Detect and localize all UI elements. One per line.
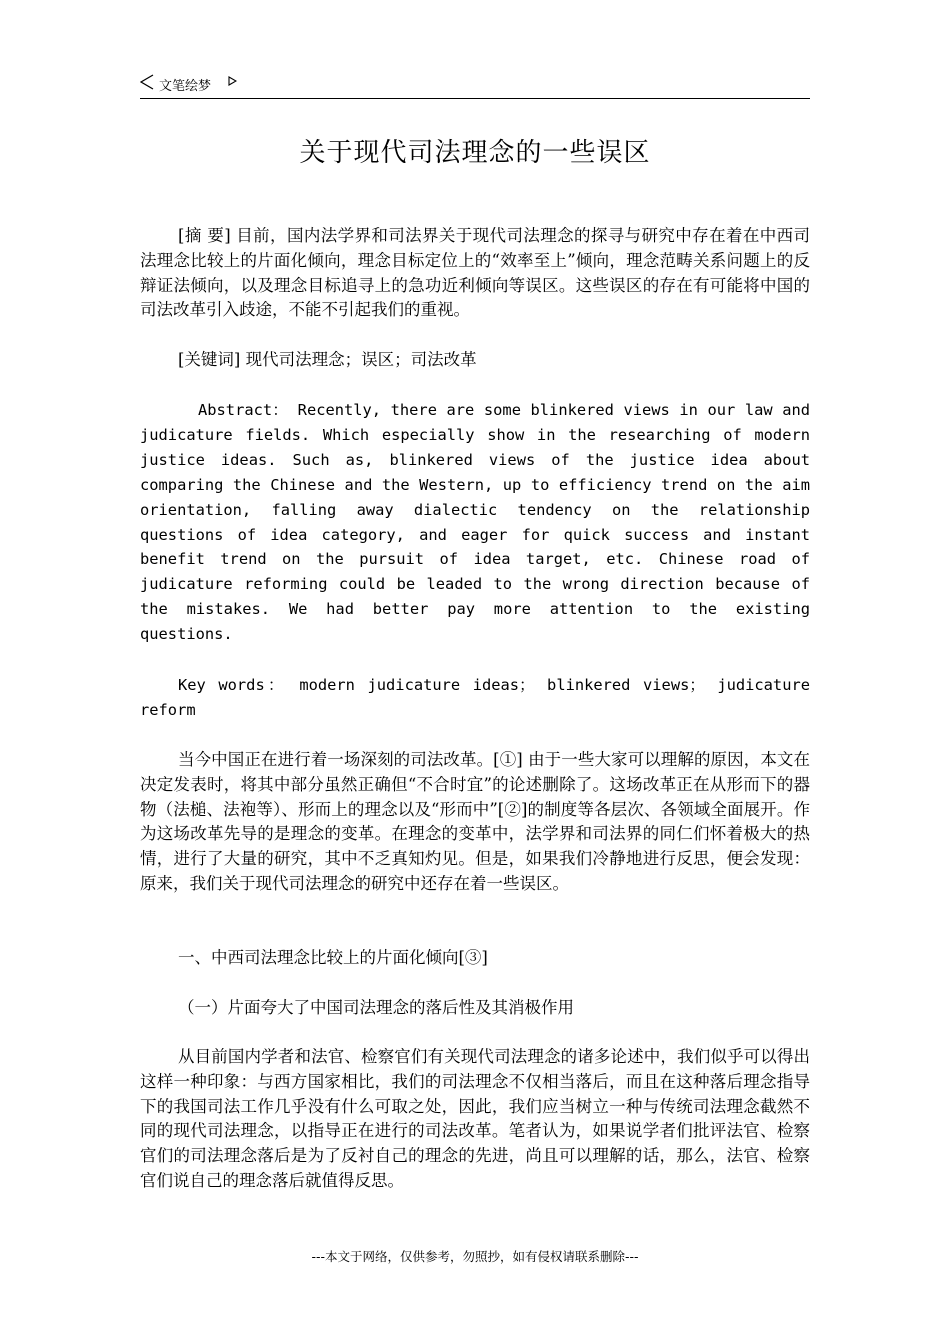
abstract-en: Abstract： Recently, there are some blinkered views in our law and judicature fields. Which especially show in the researching of modern justice ideas. Such as, blinkered views of the justice idea about comparing the Chinese and the Western, up to efficiency trend on the aim orientation, falling away dialectic tendency on the relationship questions of idea category, and eager for quick success and instant benefit trend on the pursuit of idea target, etc. Chinese road of judicature reforming could be leaded to the wrong direction because of the mistakes. We had better pay more attention to the existing questions. xyxy=(140,401,810,644)
section-heading-1: 一、中西司法理念比较上的片面化倾向[③] xyxy=(178,948,488,967)
header-brand: 文笔绘梦 xyxy=(159,79,212,94)
document-title: 关于现代司法理念的一些误区 xyxy=(299,138,651,168)
body-paragraph-1: 从目前国内学者和法官、检察官们有关现代司法理念的诸多论述中，我们似乎可以得出这样一种印象：与西方国家相比，我们的司法理念不仅相当落后，而且在这种落后理念指导下的我国司法工作几乎没有什么可取之处，因此，我们应当树立一种与传统司法理念截然不同的现代司法理念，以指导正在进行的司法改革。笔者认为，如果说学者们批评法官、检察官们的司法理念落后是为了反衬自己的理念的先进，尚且可以理解的话，那么，法官、检察官们说自己的理念落后就值得反思。 xyxy=(140,1047,810,1190)
triangle-left-icon xyxy=(140,74,154,90)
triangle-right-icon xyxy=(228,76,237,86)
abstract-cn: [摘 要] 目前，国内法学界和司法界关于现代司法理念的探寻与研究中存在着在中西司法理念比较上的片面化倾向，理念目标定位上的“效率至上”倾向，理念范畴关系问题上的反辩证法倾向，以及理念目标追寻上的急功近利倾向等误区。这些误区的存在有可能将中国的司法改革引入歧途，不能不引起我们的重视。 xyxy=(140,226,810,320)
keywords-cn: [关键词] 现代司法理念；误区；司法改革 xyxy=(178,350,477,369)
page-header xyxy=(140,72,810,99)
page-footer: ---本文于网络，仅供参考，勿照抄，如有侵权请联系删除--- xyxy=(311,1249,639,1264)
subsection-heading-1: （一）片面夸大了中国司法理念的落后性及其消极作用 xyxy=(178,998,574,1017)
keywords-en: Key words： modern judicature ideas； blinkered views； judicature reform xyxy=(140,676,810,719)
intro-paragraph: 当今中国正在进行着一场深刻的司法改革。[①] 由于一些大家可以理解的原因，本文在决定发表时，将其中部分虽然正确但“不合时宜”的论述删除了。这场改革正在从形而下的器物（法槌、法袍等）、形而上的理念以及“形而中”[②]的制度等各层次、各领域全面展开。作为这场改革先导的是理念的变革。在理念的变革中，法学界和司法界的同仁们怀着极大的热情，进行了大量的研究，其中不乏真知灼见。但是，如果我们冷静地进行反思，便会发现：原来，我们关于现代司法理念的研究中还存在着一些误区。 xyxy=(140,750,810,893)
